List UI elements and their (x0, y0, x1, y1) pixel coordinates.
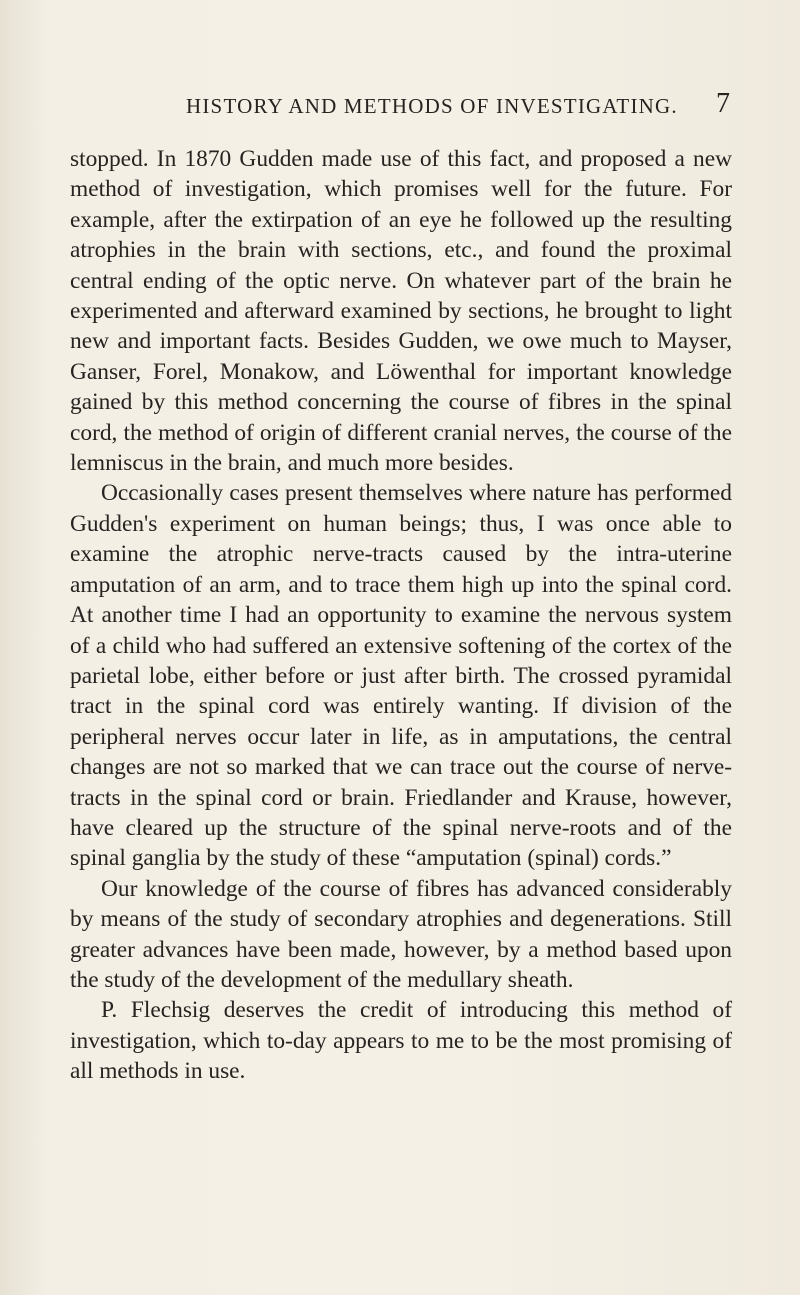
body-text (70, 144, 732, 1087)
page-header (70, 88, 732, 126)
running-title: HISTORY AND METHODS OF INVESTIGATING. (186, 94, 678, 118)
paragraph-1: stopped. In 1870 Gudden made use of this fact, and proposed a new method of investigation, which promises well for the future. For example, after the extirpation of an eye he followed up the resulting atrophies in the brain with sections, etc., and found the proximal central ending of the optic nerve. On whatever part of the brain he experimented and afterward examined by sections, he brought to light new and important facts. Besides Gudden, we owe much to Mayser, Ganser, Forel, Monakow, and Löwenthal for important knowledge gained by this method concerning the course of fibres in the spinal cord, the method of origin of different cranial nerves, the course of the lemniscus in the brain, and much more besides. (70, 146, 732, 477)
paragraph-3: Our knowledge of the course of fibres has advanced considerably by means of the study of secondary atrophies and degenerations. Still greater advances have been made, however, by a method based upon the study of the development of the medullary sheath. (70, 875, 732, 993)
paragraph-2: Occasionally cases present themselves where nature has performed Gudden's experiment on human beings; thus, I was once able to examine the atrophic nerve-tracts caused by the intra-uterine amputation of an arm, and to trace them high up into the spinal cord. At another time I had an opportunity to examine the nervous system of a child who had suffered an extensive softening of the cortex of the parietal lobe, either before or just after birth. The crossed pyramidal tract in the spinal cord was entirely wanting. If division of the peripheral nerves occur later in life, as in amputations, the central changes are not so marked that we can trace out the course of nerve-tracts in the spinal cord or brain. Friedlander and Krause, however, have cleared up the structure of the spinal nerve-roots and of the spinal ganglia by the study of these “amputation (spinal) cords.” (70, 480, 732, 872)
paragraph-4: P. Flechsig deserves the credit of introducing this method of investigation, which to-day appears to me to be the most promising of all methods in use. (70, 997, 732, 1085)
page-number: 7 (716, 88, 730, 119)
